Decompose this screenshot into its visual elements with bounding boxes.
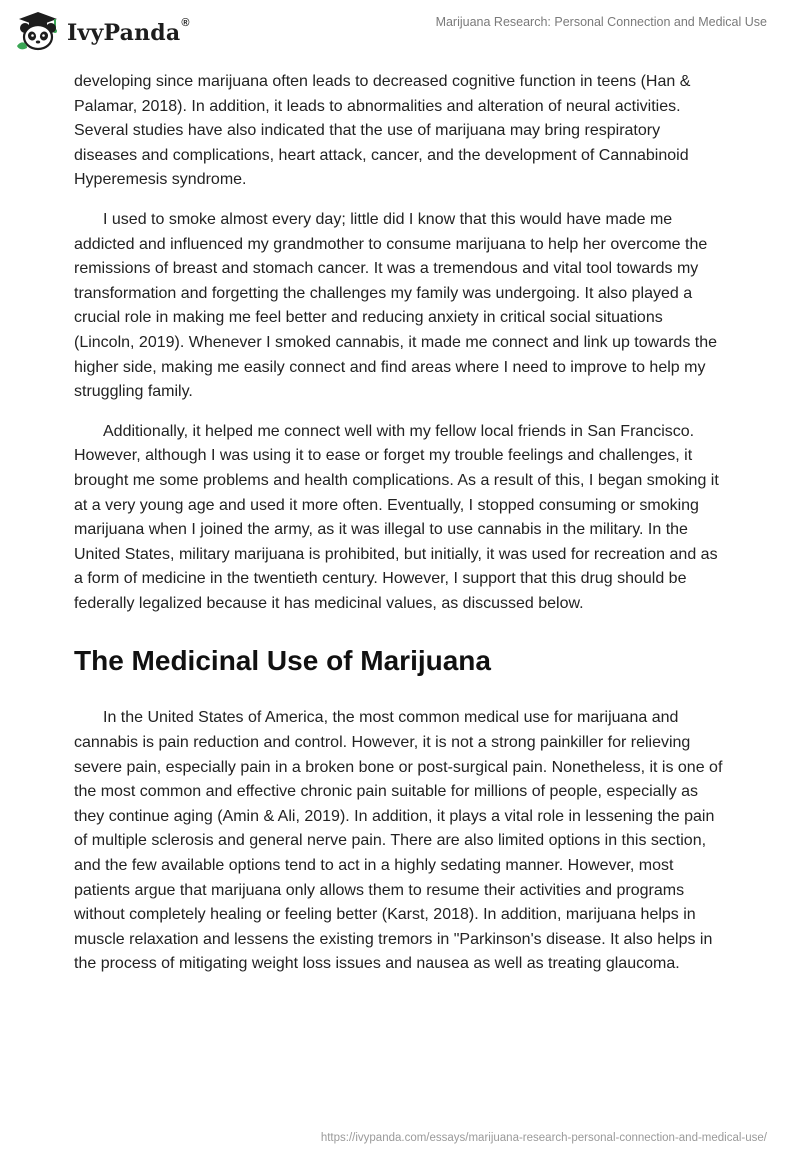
section-heading: The Medicinal Use of Marijuana bbox=[74, 645, 491, 677]
registered-mark: ® bbox=[181, 17, 190, 29]
logo-wordmark: IvyPanda® bbox=[67, 17, 190, 46]
page-header bbox=[0, 0, 800, 62]
body-paragraph: Additionally, it helped me connect well with my fellow local friends in San Francisco. However, although I was using it to ease or forget my trouble feelings and challenges, it brought me some problems and health complications. As a result of this, I began smoking it at a very young age and used it more often. Eventually, I stopped consuming or smoking marijuana when I joined the army, as it was illegal to use cannabis in the military. In the United States, military marijuana is prohibited, but initially, it was used for recreation and as a form of medicine in the twentieth century. However, I support that this drug should be federally legalized because it has medicinal values, as discussed below. bbox=[74, 422, 719, 612]
essay-content bbox=[74, 70, 726, 992]
panda-logo-icon bbox=[15, 10, 61, 52]
body-paragraph: developing since marijuana often leads to decreased cognitive function in teens (Han & Palamar, 2018). In addition, it leads to abnormalities and alteration of neural activities. Several studies have also indicated that the use of marijuana may bring respiratory diseases and complications, heart attack, cancer, and the development of Cannabinoid Hyperemesis syndrome. bbox=[74, 73, 691, 189]
site-logo[interactable] bbox=[15, 10, 190, 52]
body-paragraph: I used to smoke almost every day; little did I know that this would have made me addicted and influenced my grandmother to consume marijuana to help her overcome the remissions of breast and stomach cancer. It was a tremendous and vital tool towards my transformation and forgetting the challenges my family was undergoing. It also played a crucial role in making me feel better and reducing anxiety in critical social situations (Lincoln, 2019). Whenever I smoked cannabis, it made me connect and link up towards the higher side, making me easily connect and find areas where I need to improve to help my struggling family. bbox=[74, 210, 718, 401]
running-title: Marijuana Research: Personal Connection and Medical Use bbox=[435, 15, 767, 29]
source-url[interactable]: https://ivypanda.com/essays/marijuana-research-personal-connection-and-medical-use/ bbox=[320, 1132, 767, 1144]
body-paragraph: In the United States of America, the most common medical use for marijuana and cannabis is pain reduction and control. However, it is not a strong painkiller for relieving severe pain, especially pain in a broken bone or post-surgical pain. Nonetheless, it is one of the most common and effective chronic pain suitable for millions of people, especially as they continue aging (Amin & Ali, 2019). In addition, it plays a vital role in lessening the pain of multiple sclerosis and general nerve pain. There are also limited options in this section, and the few available options tend to act in a highly sedating manner. However, most patients argue that marijuana only allows them to resume their activities and programs without completely healing or feeling better (Karst, 2018). In addition, marijuana helps in muscle relaxation and lessens the existing tremors in "Parkinson's disease. It also helps in the process of mitigating weight loss issues and nausea as well as treating glaucoma. bbox=[74, 709, 723, 973]
